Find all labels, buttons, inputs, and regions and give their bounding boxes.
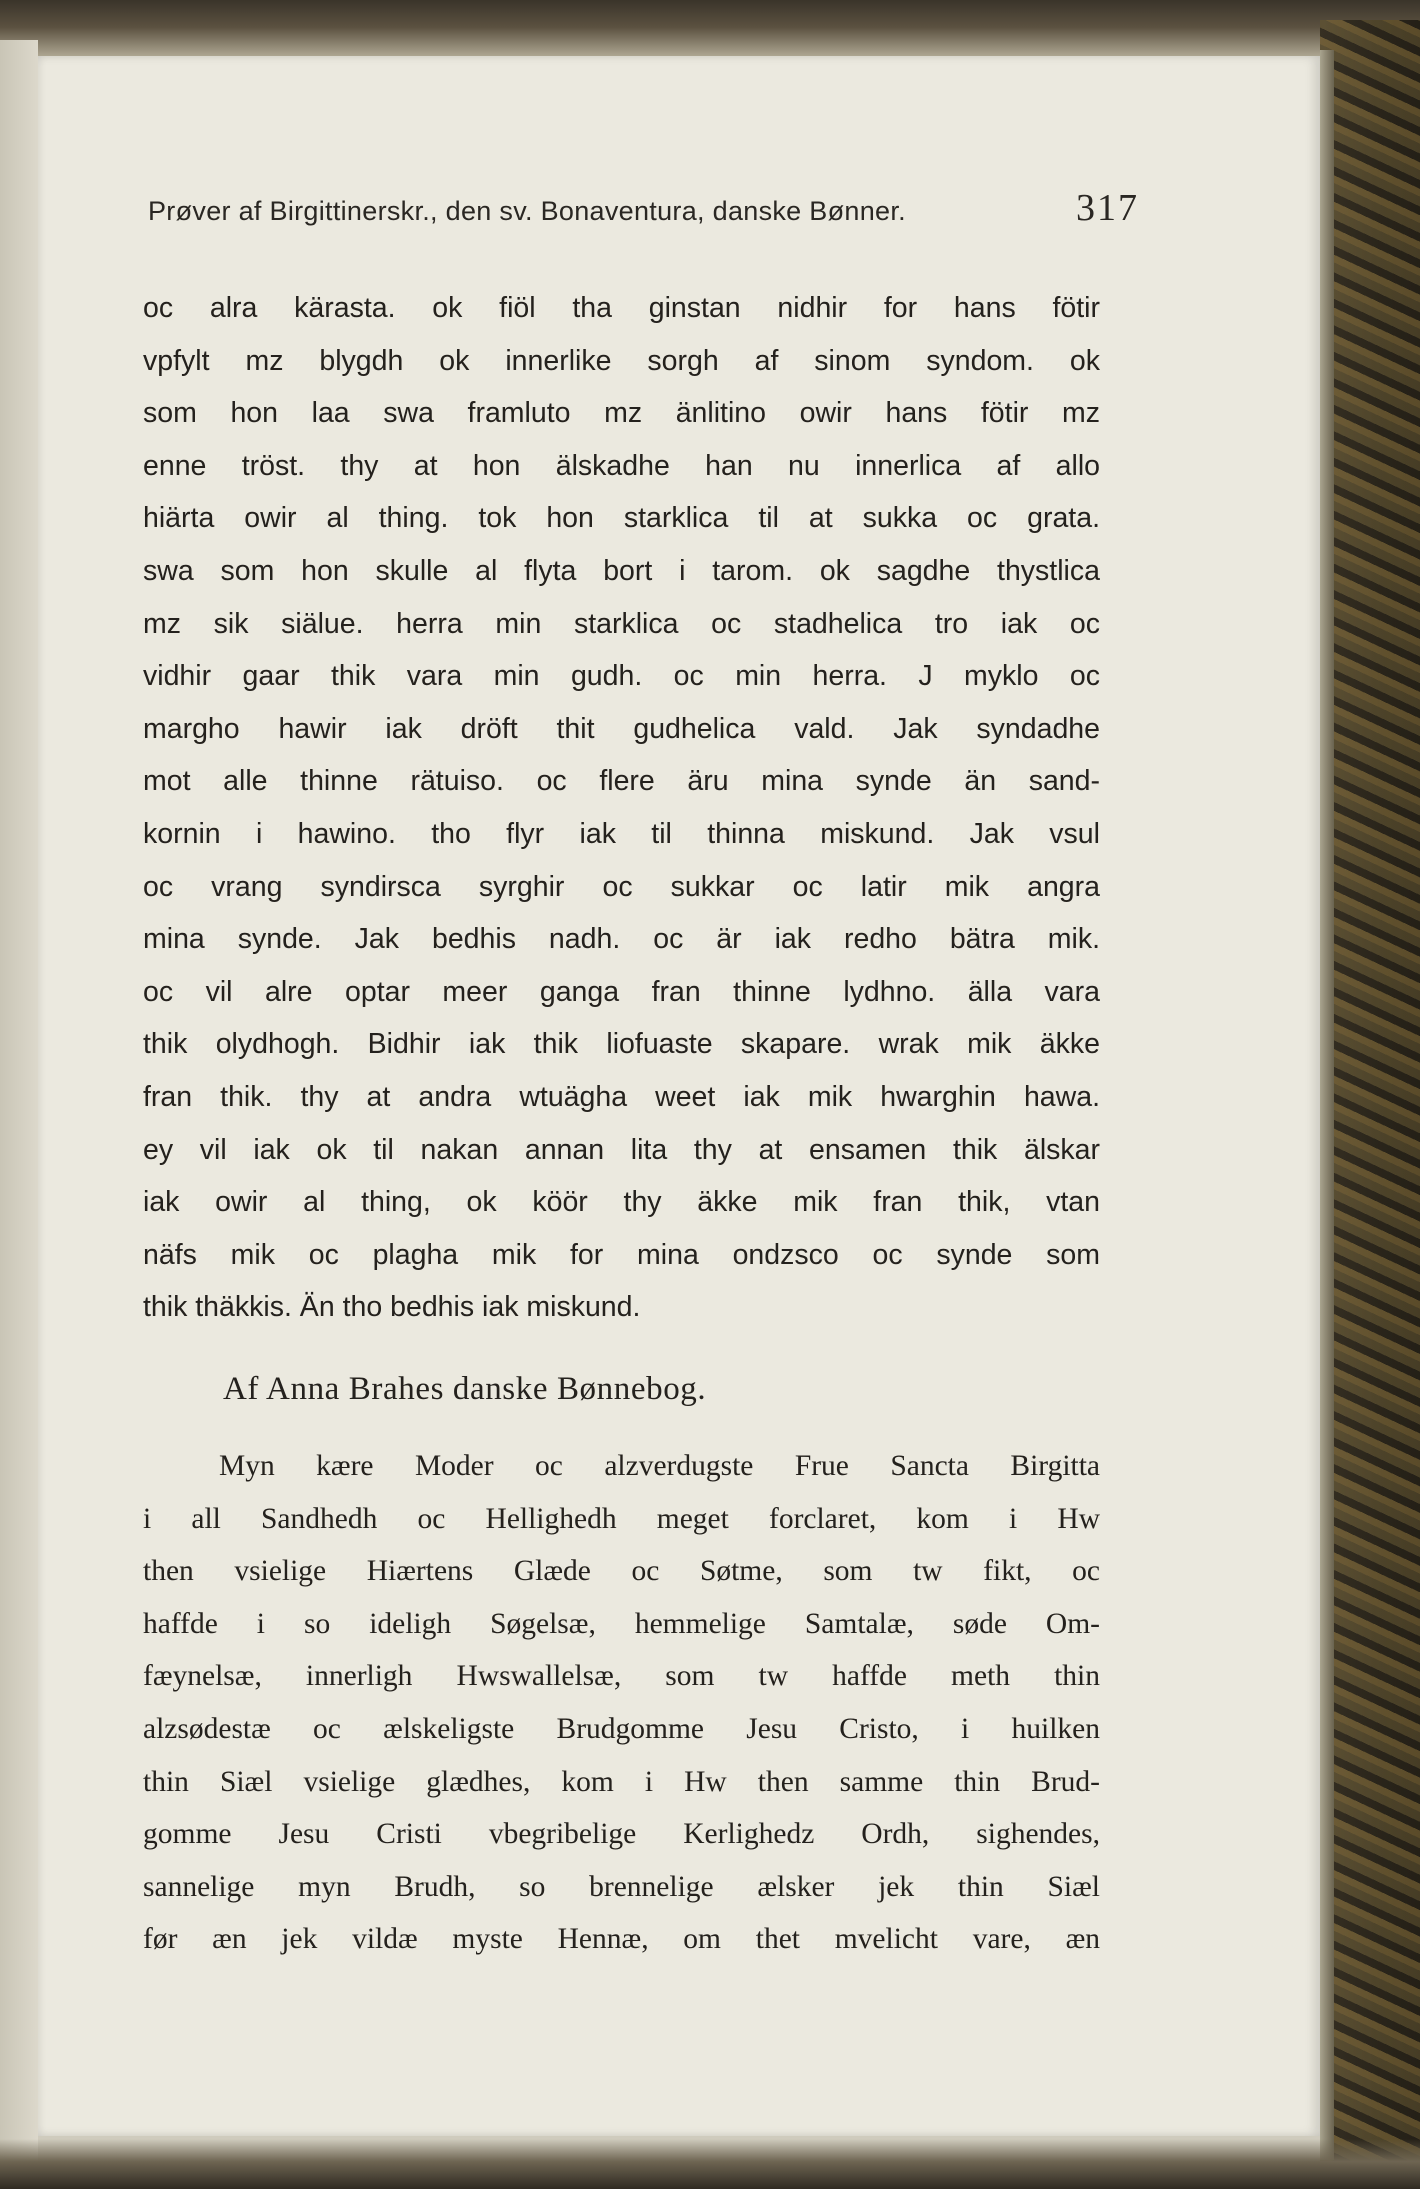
text-line: hiärta owir al thing. tok hon starklica til at sukka oc grata.: [143, 502, 1100, 535]
text-line: alzsødestæ oc ælskeligste Brudgomme Jesu Cristo, i huilken: [143, 1712, 1100, 1745]
text-line: mot alle thinne rätuiso. oc flere äru mina synde än sand-: [143, 765, 1100, 798]
danish-passage: [143, 1440, 1100, 1966]
text-line: sannelige myn Brudh, so brennelige ælsker jek thin Siæl: [143, 1870, 1100, 1903]
text-line: Myn kære Moder oc alzverdugste Frue Sancta Birgitta: [219, 1450, 1100, 1482]
text-line: som hon laa swa framluto mz änlitino owir hans fötir mz: [143, 397, 1100, 430]
text-line: mz sik siälue. herra min starklica oc stadhelica tro iak oc: [143, 607, 1100, 640]
text-line: ey vil iak ok til nakan annan lita thy at ensamen thik älskar: [143, 1133, 1100, 1166]
book-bottom-edge: [0, 2139, 1420, 2189]
text-line: haffde i so ideligh Søgelsæ, hemmelige Samtalæ, søde Om-: [143, 1607, 1100, 1640]
book-top-edge: [0, 0, 1420, 60]
page-edge-shadow: [1320, 50, 1334, 2160]
text-line: før æn jek vildæ myste Hennæ, om thet mvelicht vare, æn: [143, 1923, 1100, 1956]
book-gutter: [0, 40, 38, 2189]
text-line: fæynelsæ, innerligh Hwswallelsæ, som tw haffde meth thin: [143, 1660, 1100, 1693]
swedish-passage: [143, 282, 1100, 1334]
text-line: näfs mik oc plagha mik for mina ondzsco oc synde som: [143, 1238, 1100, 1271]
text-line: enne tröst. thy at hon älskadhe han nu innerlica af allo: [143, 449, 1100, 482]
text-line: vidhir gaar thik vara min gudh. oc min herra. J myklo oc: [143, 660, 1100, 693]
text-line: thin Siæl vsielige glædhes, kom i Hw then samme thin Brud-: [143, 1765, 1100, 1798]
text-line: fran thik. thy at andra wtuägha weet iak mik hwarghin hawa.: [143, 1080, 1100, 1113]
page-number: 317: [1076, 187, 1139, 229]
text-line: oc vil alre optar meer ganga fran thinne lydhno. älla vara: [143, 975, 1100, 1008]
text-line: i all Sandhedh oc Hellighedh meget forclaret, kom i Hw: [143, 1502, 1100, 1535]
text-line: oc alra kärasta. ok fiöl tha ginstan nidhir for hans fötir: [143, 292, 1100, 324]
text-line: thik thäkkis. Än tho bedhis iak miskund.: [143, 1291, 641, 1324]
marbled-cover-edge: [1320, 20, 1420, 2189]
text-line: kornin i hawino. tho flyr iak til thinna miskund. Jak vsul: [143, 817, 1100, 850]
section-heading: Af Anna Brahes danske Bønnebog.: [223, 1371, 707, 1407]
text-line: mina synde. Jak bedhis nadh. oc är iak redho bätra mik.: [143, 923, 1100, 956]
text-line: then vsielige Hiærtens Glæde oc Søtme, som tw fikt, oc: [143, 1555, 1100, 1588]
text-line: gomme Jesu Cristi vbegribelige Kerlighedz Ordh, sighendes,: [143, 1818, 1100, 1851]
text-line: iak owir al thing, ok köör thy äkke mik fran thik, vtan: [143, 1186, 1100, 1219]
text-line: swa som hon skulle al flyta bort i tarom. ok sagdhe thystlica: [143, 554, 1100, 587]
text-line: oc vrang syndirsca syrghir oc sukkar oc latir mik angra: [143, 870, 1100, 903]
text-line: margho hawir iak dröft thit gudhelica vald. Jak syndadhe: [143, 712, 1100, 745]
text-line: thik olydhogh. Bidhir iak thik liofuaste skapare. wrak mik äkke: [143, 1028, 1100, 1061]
text-line: vpfylt mz blygdh ok innerlike sorgh af sinom syndom. ok: [143, 344, 1100, 377]
running-head: Prøver af Birgittinerskr., den sv. Bonaventura, danske Bønner.: [148, 196, 906, 226]
